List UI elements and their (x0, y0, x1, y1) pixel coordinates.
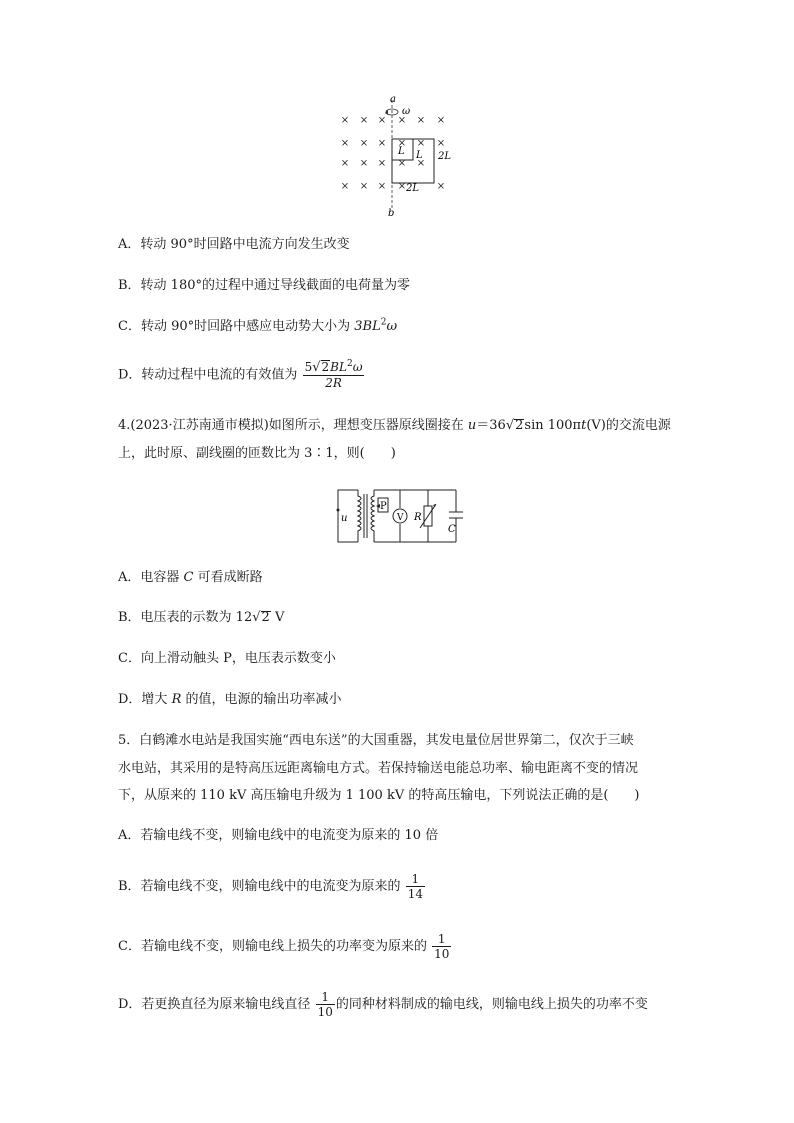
q5-stem-line2: 水电站，其采用的是特高压远距离输电方式。若保持输送电能总功率、输电距离不变的情况 (118, 761, 639, 776)
q5-option-b-fraction: $\frac{1}{14}$ (407, 872, 423, 901)
q3-option-c (118, 318, 397, 336)
q5-option-d-fraction: $\frac{1}{10}$ (317, 990, 333, 1019)
field-cross: × (436, 138, 446, 149)
q3-option-a: A．转动 90°时回路中电流方向发生改变 (118, 237, 350, 252)
field-cross: × (340, 138, 350, 149)
q4-stem-line2: 上，此时原、副线圈的匝数比为 3∶1，则( ) (118, 446, 396, 461)
field-cross: × (359, 181, 369, 192)
q3-option-c-expr: 3BL (354, 319, 381, 334)
field-cross: × (377, 158, 387, 169)
outer-width-label: 2L (406, 183, 420, 194)
q5-stem-line3: 下，从原来的 110 kV 高压输电升级为 1 100 kV 的特高压输电，下列说法正确的是( ) (118, 788, 640, 803)
field-cross: × (416, 138, 426, 149)
field-cross: × (359, 115, 369, 126)
field-cross: × (397, 115, 407, 126)
field-cross: × (416, 158, 426, 169)
field-cross: × (377, 181, 387, 192)
q5-stem-line1: 5．白鹤滩水电站是我国实施“西电东送”的大国重器，其发电量位居世界第二，仅次于三峡 (118, 733, 634, 748)
q4-option-d: D．增大 R 的值，电源的输出功率减小 (118, 692, 342, 707)
q4-option-a: A．电容器 C 可看成断路 (118, 570, 263, 585)
q3-option-d-fraction: $\frac{5√2BL^2\omega}{2R}$ (304, 359, 363, 390)
field-cross: × (359, 138, 369, 149)
capacitor-label: C (448, 524, 456, 535)
field-cross: × (340, 115, 350, 126)
field-cross: × (359, 158, 369, 169)
field-cross: × (436, 181, 446, 192)
field-cross: × (416, 115, 426, 126)
axis-label-a: a (390, 94, 396, 105)
axis-label-b: b (388, 208, 395, 219)
field-cross: × (340, 158, 350, 169)
q5-option-c-fraction: $\frac{1}{10}$ (434, 932, 450, 961)
field-cross: × (397, 181, 407, 192)
q4-option-c: C．向上滑动触头 P，电压表示数变小 (118, 651, 336, 666)
slider-label-p: P (380, 501, 387, 512)
resistor-label: R (414, 512, 422, 523)
q5-option-c: C．若输电线不变，则输电线上损失的功率变为原来的 $\frac{1}{10}$ (118, 932, 450, 961)
outer-height-label: 2L (438, 151, 452, 162)
q3-option-c-sup: 2 (380, 317, 387, 328)
q3-option-c-omega: ω (386, 319, 398, 334)
field-cross: × (377, 138, 387, 149)
omega-label: ω (402, 106, 411, 117)
field-cross: × (397, 158, 407, 169)
field-cross: × (397, 138, 407, 149)
q4-option-b: B．电压表的示数为 12√2 V (118, 610, 285, 625)
voltmeter-label: V (397, 513, 404, 523)
inner-right-label: L (416, 150, 423, 161)
field-cross: × (436, 115, 446, 126)
q3-option-b: B．转动 180°的过程中通过导线截面的电荷量为零 (118, 278, 410, 293)
q5-option-b: B．若输电线不变，则输电线中的电流变为原来的 $\frac{1}{14}$ (118, 872, 423, 901)
q4-stem-line1: 4.(2023·江苏南通市模拟)如图所示，理想变压器原线圈接在 u＝36√2sin 100πt(V)的交流电源 (118, 418, 671, 433)
q4-transformer-figure (330, 484, 464, 548)
field-cross: × (377, 115, 387, 126)
q3-option-d-text: D．转动过程中电流的有效值为 (118, 367, 298, 383)
inner-side-label: L (398, 146, 405, 157)
q3-option-d (118, 360, 365, 390)
q3-option-c-text: C．转动 90°时回路中感应电动势大小为 (118, 319, 355, 334)
q3-loop-figure (330, 92, 460, 220)
q5-option-d: D．若更换直径为原来输电线直径 $\frac{1}{10}$ 的同种材料制成的输电线，则输电线上损失的功率不变 (118, 990, 648, 1019)
q5-option-a: A．若输电线不变，则输电线中的电流变为原来的 10 倍 (118, 828, 439, 843)
field-cross: × (340, 181, 350, 192)
source-label-u: u (341, 513, 348, 524)
